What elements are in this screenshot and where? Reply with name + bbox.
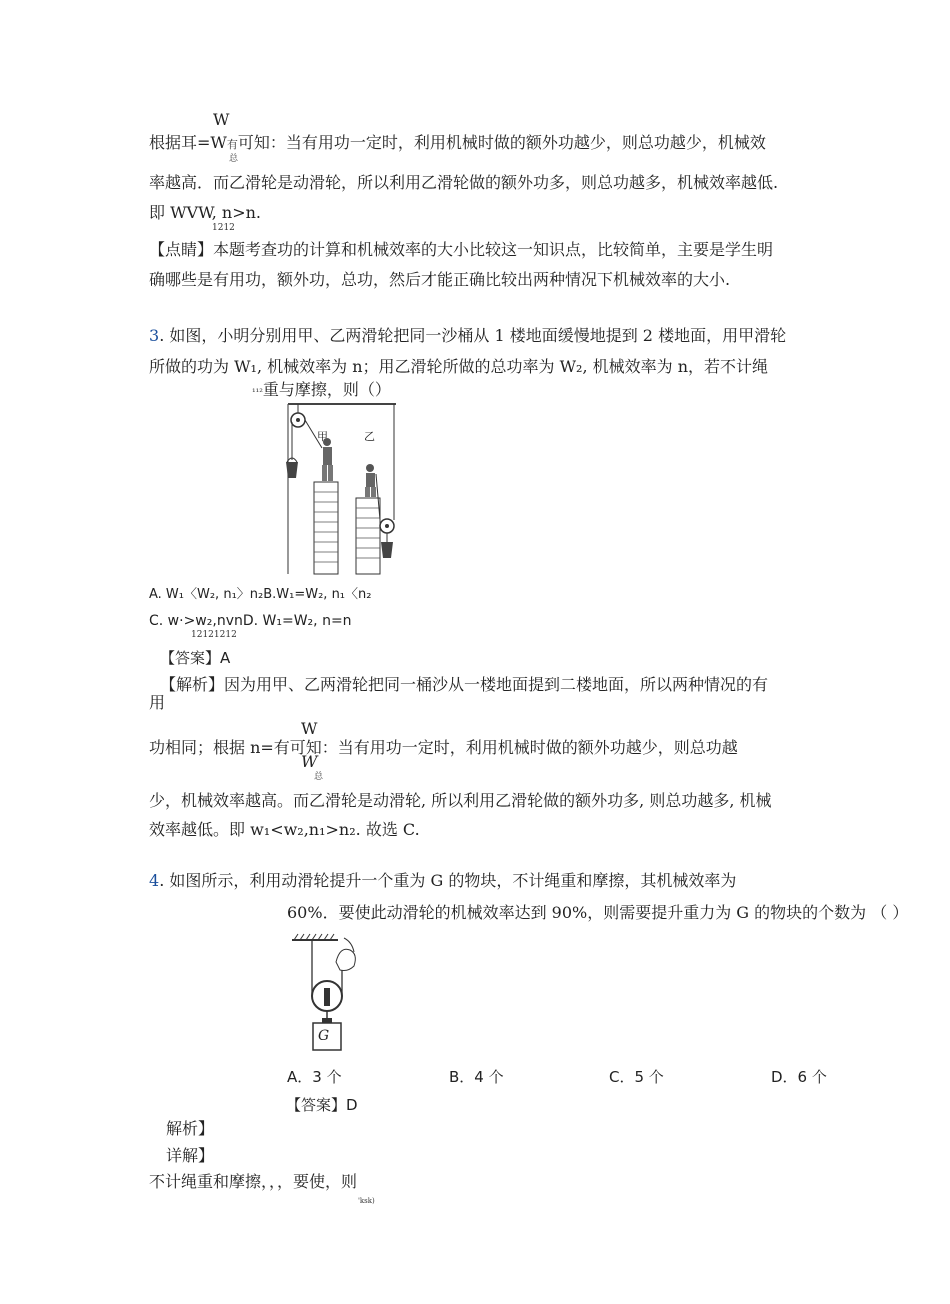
detail-heading: 详解】 — [166, 1146, 215, 1165]
fraction-numerator: W — [301, 719, 318, 738]
explanation-line: 效率越低。即 w₁<w₂,n₁>n₂. 故选 C. — [149, 820, 420, 839]
subscript: 有 — [226, 138, 238, 151]
question-line: 所做的功为 W₁, 机械效率为 n；用乙滑轮所做的总功率为 W₂, 机械效率为 n，若不计绳 — [149, 357, 769, 376]
question-line — [252, 380, 391, 400]
text-line: 即 WVW, n>n. — [149, 203, 262, 222]
subscript: 12121212 — [191, 630, 237, 640]
explanation-line: 【解析】因为用甲、乙两滑轮把同一桶沙从一楼地面提到二楼地面，所以两种情况的有 — [160, 675, 769, 694]
text-span: . 如图所示，利用动滑轮提升一个重为 G 的物块，不计绳重和摩擦，其机械效率为 — [159, 871, 737, 890]
detail-line: 不计绳重和摩擦，，，要使，则 — [149, 1172, 358, 1191]
answer: 【答案】D — [286, 1096, 358, 1114]
option-c: C．5 个 — [609, 1068, 664, 1086]
comment-line: 【点睛】本题考查功的计算和机械效率的大小比较这一知识点，比较简单，主要是学生明 — [149, 240, 774, 259]
explanation-line: 少，机械效率越高。而乙滑轮是动滑轮, 所以利用乙滑轮做的额外功多, 则总功越多, 机械 — [149, 791, 772, 810]
pulley-figure — [284, 402, 404, 580]
fraction-denominator: W — [301, 752, 318, 771]
comment-line: 确哪些是有用功，额外功，总功，然后才能正确比较出两种情况下机械效率的大小. — [149, 270, 731, 289]
question-number: 3 — [149, 326, 160, 345]
text-span: 根据耳=W — [149, 133, 227, 152]
analysis-heading: 解析】 — [166, 1119, 215, 1138]
text-line — [149, 133, 766, 153]
text-span: 可知：当有用功一定时，利用机械时做的额外功越少，则总功越少，机械效 — [237, 133, 766, 152]
explanation-line: 用 — [149, 693, 166, 712]
question-number: 4 — [149, 871, 160, 890]
text-line: 率越高．而乙滑轮是动滑轮，所以利用乙滑轮做的额外功多，则总功越多，机械效率越低. — [149, 173, 779, 192]
fraction-numerator: W — [213, 110, 230, 129]
question-line — [149, 871, 736, 891]
tiny-text: 'ksk) — [358, 1197, 375, 1205]
figure-label-jia: 甲 — [317, 430, 328, 443]
option-line-ab: A. W₁〈W₂, n₁〉n₂B.W₁=W₂, n₁〈n₂ — [149, 587, 372, 602]
tiny-text: ¹¹² — [252, 388, 263, 398]
block-label-g: G — [318, 1028, 330, 1044]
text-span: . 如图，小明分别用甲、乙两滑轮把同一沙桶从 1 楼地面缓慢地提到 2 楼地面，用甲滑轮 — [159, 326, 787, 345]
question-line — [149, 326, 786, 346]
question-line: 60%．要使此动滑轮的机械效率达到 90%，则需要提升重力为 G 的物块的个数为 （ ） — [287, 903, 909, 922]
figure-label-yi: 乙 — [364, 430, 375, 443]
option-d: D．6 个 — [771, 1068, 827, 1086]
fraction-denominator-sub: 总 — [314, 772, 324, 782]
option-a: A．3 个 — [287, 1068, 342, 1086]
answer: 【答案】A — [160, 649, 231, 667]
subscript: 1212 — [212, 223, 235, 233]
fraction-denominator: 总 — [229, 154, 239, 164]
option-line-cd: C. w·>w₂,nvnD. W₁=W₂, n=n — [149, 613, 352, 629]
text-span: 重与摩擦，则（） — [262, 380, 391, 399]
option-b: B．4 个 — [449, 1068, 504, 1086]
explanation-line: 功相同；根据 n=有可知：当有用功一定时，利用机械时做的额外功越少，则总功越 — [149, 738, 738, 757]
